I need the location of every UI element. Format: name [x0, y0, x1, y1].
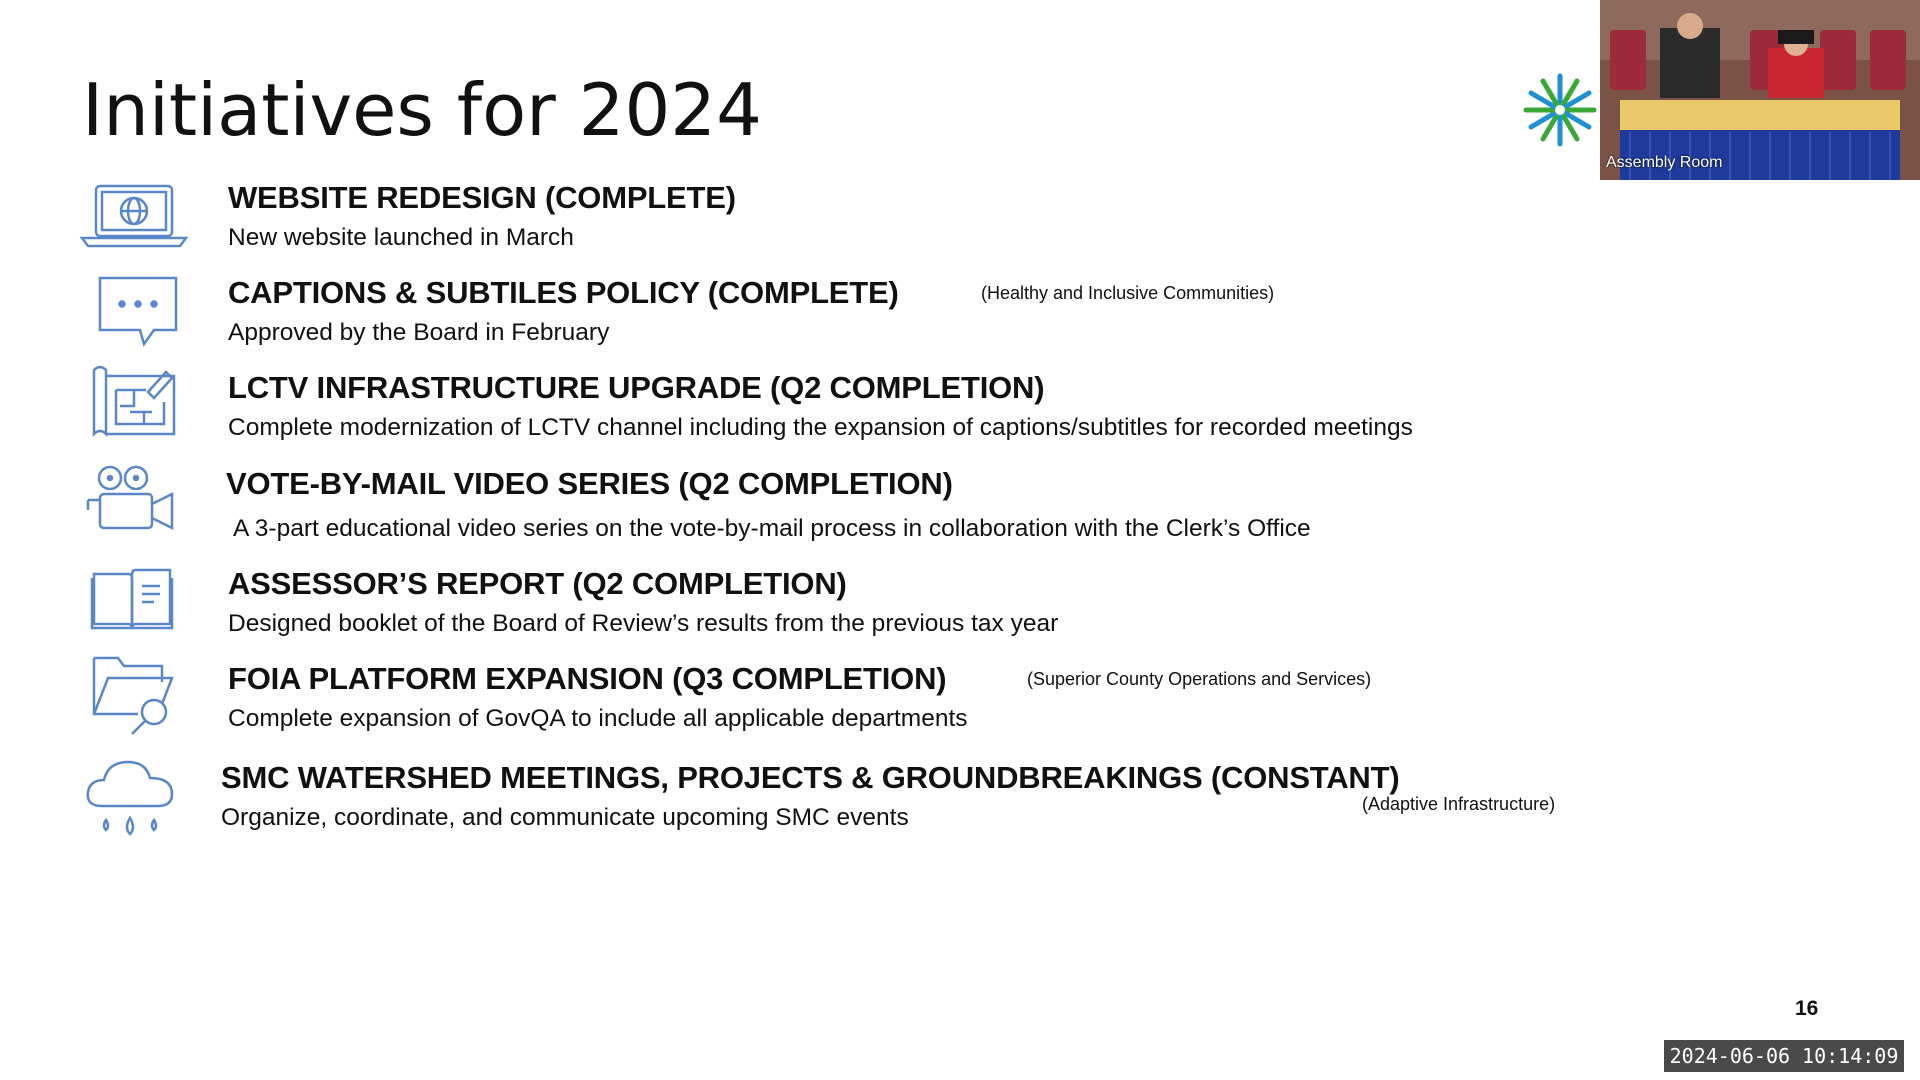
initiative-description: Designed booklet of the Board of Review’s results from the previous tax year: [228, 610, 1059, 637]
rain-cloud-icon: [84, 756, 176, 840]
slide-title: Initiatives for 2024: [82, 68, 762, 152]
initiative-heading: LCTV INFRASTRUCTURE UPGRADE (Q2 COMPLETION): [228, 370, 1045, 405]
open-book-icon: [90, 566, 174, 632]
initiative-heading: ASSESSOR’S REPORT (Q2 COMPLETION): [228, 566, 847, 601]
blueprint-icon: [90, 362, 178, 438]
page-number: 16: [1795, 997, 1819, 1020]
initiative-item: [228, 180, 736, 252]
initiative-heading: FOIA PLATFORM EXPANSION (Q3 COMPLETION): [228, 661, 947, 696]
initiative-item: [228, 661, 968, 733]
folder-search-icon: [90, 654, 176, 738]
initiative-item: [221, 760, 1399, 832]
initiative-item: [228, 566, 1058, 638]
initiative-heading: VOTE-BY-MAIL VIDEO SERIES (Q2 COMPLETION): [226, 466, 953, 501]
initiative-heading: CAPTIONS & SUBTILES POLICY (COMPLETE): [228, 275, 899, 310]
video-camera-icon: [86, 464, 178, 532]
county-logo-icon: [1520, 70, 1600, 155]
laptop-globe-icon: [80, 182, 188, 250]
initiative-description: New website launched in March: [228, 224, 574, 251]
chat-bubble-icon: [96, 274, 180, 348]
initiative-heading: WEBSITE REDESIGN (COMPLETE): [228, 180, 736, 215]
initiative-item: [228, 370, 1413, 442]
room-label: Assembly Room: [1606, 154, 1723, 171]
initiative-description: A 3-part educational video series on the vote-by-mail process in collaboration with the Clerk’s Office: [233, 515, 1311, 542]
strategic-priority-tag: (Superior County Operations and Services): [1027, 669, 1372, 689]
video-feed: [1600, 0, 1920, 180]
initiative-description: Organize, coordinate, and communicate upcoming SMC events: [221, 804, 909, 831]
initiative-description: Complete expansion of GovQA to include all applicable departments: [228, 705, 968, 732]
initiative-description: Complete modernization of LCTV channel including the expansion of captions/subtitles for recorded meetings: [228, 414, 1413, 441]
strategic-priority-tag: (Healthy and Inclusive Communities): [981, 283, 1275, 303]
initiative-heading: SMC WATERSHED MEETINGS, PROJECTS & GROUNDBREAKINGS (CONSTANT): [221, 760, 1400, 795]
strategic-priority-tag: (Adaptive Infrastructure): [1362, 794, 1556, 814]
initiative-item: [228, 275, 899, 347]
initiative-description: Approved by the Board in February: [228, 319, 610, 346]
timestamp: 2024-06-06 10:14:09: [1664, 1040, 1904, 1072]
initiative-item: [226, 466, 1311, 543]
